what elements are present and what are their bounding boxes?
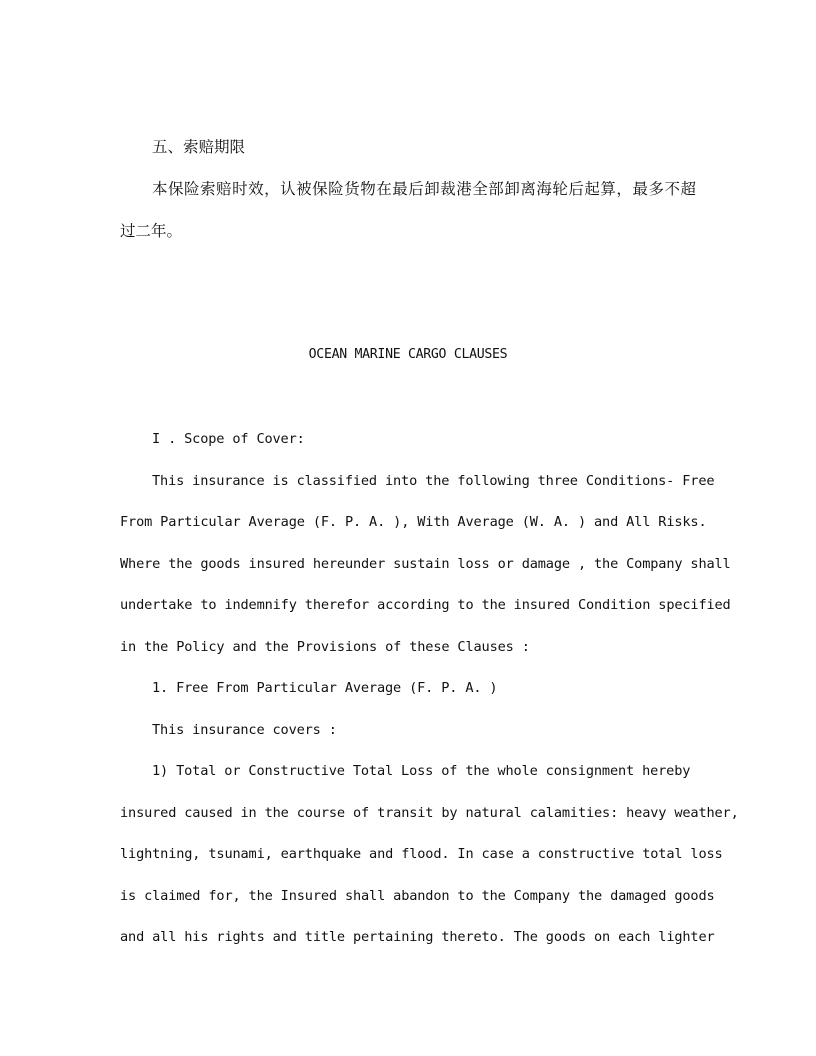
subsection-heading: 1. Free From Particular Average (F. P. A. )	[152, 680, 498, 696]
document-title: OCEAN MARINE CARGO CLAUSES	[308, 347, 508, 362]
paragraph-line: 本保险索赔时效，认被保险货物在最后卸裁港全部卸离海轮后起算，最多不超	[152, 180, 696, 198]
paragraph-line: Where the goods insured hereunder sustain loss or damage , the Company shall	[120, 556, 731, 572]
paragraph-line: From Particular Average (F. P. A. ), With Average (W. A. ) and All Risks.	[120, 514, 707, 530]
section-heading: I . Scope of Cover:	[152, 431, 305, 447]
paragraph-line: in the Policy and the Provisions of these Clauses :	[120, 639, 530, 655]
paragraph-line: lightning, tsunami, earthquake and flood. In case a constructive total loss	[120, 846, 723, 862]
paragraph-line: insured caused in the course of transit by natural calamities: heavy weather,	[120, 805, 739, 821]
paragraph-line: This insurance covers :	[152, 722, 337, 738]
paragraph-line: is claimed for, the Insured shall abandon to the Company the damaged goods	[120, 888, 715, 904]
paragraph-line: and all his rights and title pertaining thereto. The goods on each lighter	[120, 929, 715, 945]
section-heading: 五、索赔期限	[152, 138, 246, 156]
paragraph-line: This insurance is classified into the following three Conditions- Free	[152, 473, 715, 489]
paragraph-line: 过二年。	[120, 222, 183, 240]
list-item-line: 1) Total or Constructive Total Loss of the whole consignment hereby	[152, 763, 691, 779]
paragraph-line: undertake to indemnify therefor according to the insured Condition specified	[120, 597, 731, 613]
